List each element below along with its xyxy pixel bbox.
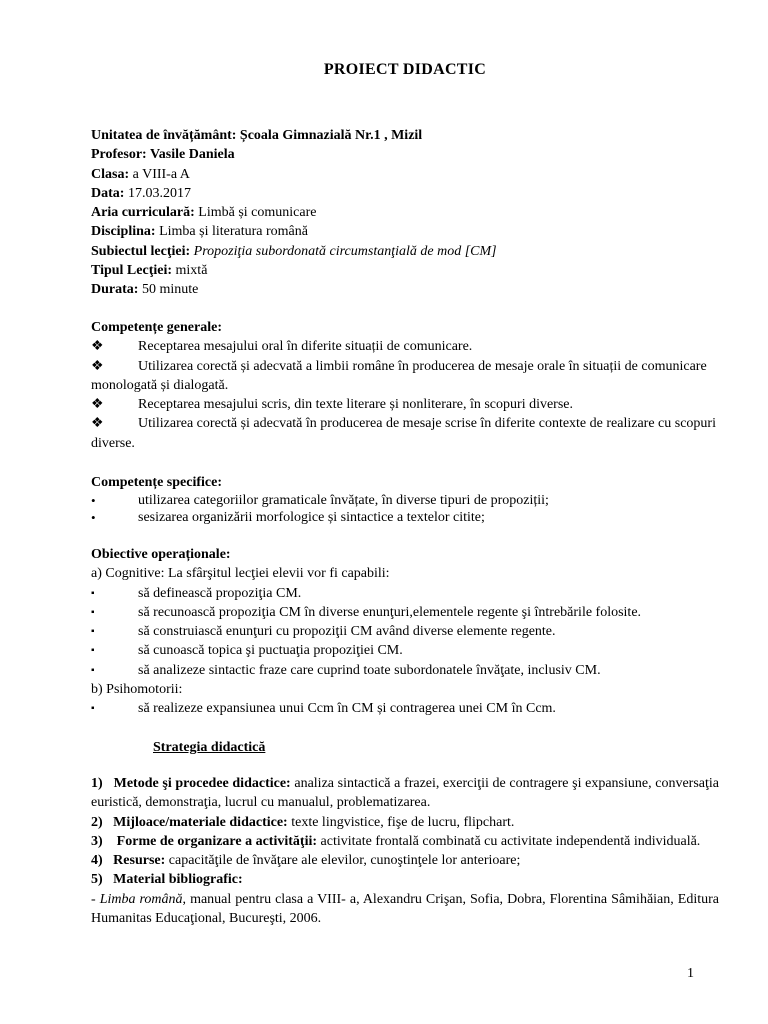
list-item: [91, 509, 719, 526]
square-bullet-icon: ▪: [91, 626, 95, 638]
strategy-text: activitate frontală combinată cu activitate independentă individuală.: [317, 833, 701, 849]
square-bullet-icon: ▪: [91, 703, 95, 715]
info-line-type: [91, 261, 719, 280]
bibliography-title: Limba română: [99, 891, 183, 907]
psychomotor-label: b) Psihomotorii:: [91, 682, 183, 698]
strategy-text: texte lingvistice, fişe de lucru, flipchart.: [287, 814, 515, 830]
info-label: Unitatea de învățământ: Școala Gimnazială Nr.1 , Mizil: [91, 128, 423, 143]
list-item-text: Utilizarea corectă și adecvată a limbii române în producerea de mesaje orale în situații de comunicare monologată și dialogată.: [91, 358, 707, 393]
info-label: Aria curriculară:: [91, 205, 195, 221]
dot-bullet-icon: •: [91, 510, 96, 526]
list-item-text: Receptarea mesajului oral în diferite situații de comunicare.: [138, 339, 473, 355]
strategy-label: Metode şi procedee didactice:: [113, 776, 291, 791]
document-title: PROIECT DIDACTIC: [323, 61, 487, 78]
square-bullet-icon: ▪: [91, 587, 95, 599]
strategy-label: Material bibliografic:: [113, 872, 243, 888]
info-value: Limbă și comunicare: [194, 205, 317, 221]
info-line-area: [91, 203, 719, 222]
strategy-item: [91, 813, 719, 832]
info-line-class: [91, 165, 719, 184]
list-item-text: să realizeze expansiunea unui Ccm în CM și contragerea unei CM în Ccm.: [138, 701, 556, 717]
list-item-text: să analizeze sintactic fraze care cuprind toate subordonatele învăţate, inclusiv CM.: [138, 662, 601, 678]
strategy-label: Mijloace/materiale didactice:: [113, 814, 288, 830]
general-competences: [91, 318, 719, 453]
strategy-item: [91, 851, 719, 870]
list-item-text: să construiască enunţuri cu propoziţii CM având diverse elemente regente.: [138, 624, 556, 640]
info-label: Profesor: Vasile Daniela: [91, 147, 235, 163]
list-item-text: Utilizarea corectă și adecvată în producerea de mesaje scrise în diferite contexte de realizare cu scopuri diverse.: [91, 416, 716, 451]
strategy-num: 5): [91, 872, 103, 888]
strategy-text: analiza sintactică a frazei, exerciţii de contragere şi expansiune, conversaţia euristică, demonstraţia, lucrul cu manualul, problematizarea.: [91, 776, 719, 811]
info-line-date: [91, 184, 719, 203]
diamond-bullet-icon: ❖: [91, 339, 104, 355]
page-number: 1: [687, 966, 694, 981]
strategy-num: 3): [91, 833, 103, 849]
strategy-heading: Strategia didactică: [153, 740, 266, 755]
square-bullet-icon: ▪: [91, 664, 95, 676]
strategy-num: 2): [91, 814, 103, 830]
lesson-info: [91, 126, 719, 300]
strategy-num: 4): [91, 853, 103, 869]
info-label: Clasa:: [91, 166, 130, 182]
list-item: [91, 622, 719, 641]
list-item-text: să recunoască propoziţia CM în diverse enunţuri,elementele regente şi întrebările folosite.: [138, 604, 642, 620]
strategy-text: capacităţile de învăţare ale elevilor, cunoştinţele lor anterioare;: [165, 853, 521, 869]
list-item: [91, 357, 719, 396]
cognitive-label: a) Cognitive: La sfârşitul lecţiei elevii vor fi capabili:: [91, 566, 390, 582]
list-item: [91, 492, 719, 509]
strategy-item: [91, 870, 719, 889]
list-item: [91, 641, 719, 660]
info-label: Data:: [91, 185, 125, 201]
square-bullet-icon: ▪: [91, 645, 95, 657]
square-bullet-icon: ▪: [91, 606, 95, 618]
info-line-school: [91, 126, 719, 145]
strategy-label: Resurse:: [113, 853, 166, 869]
info-label: Disciplina:: [91, 224, 156, 240]
section-heading: Obiective operaționale:: [91, 547, 231, 562]
info-label: Tipul Lecţiei:: [91, 263, 173, 279]
info-line-duration: [91, 280, 719, 299]
info-value: a VIII-a A: [129, 166, 190, 182]
specific-competences: [91, 473, 719, 526]
info-value: mixtă: [172, 263, 208, 279]
section-heading: Competențe specifice:: [91, 475, 223, 490]
info-line-subject: [91, 242, 719, 261]
strategy-item: [91, 832, 719, 851]
strategy-num: 1): [91, 776, 103, 791]
diamond-bullet-icon: ❖: [91, 416, 104, 432]
list-item: [91, 603, 719, 622]
info-value: 50 minute: [138, 282, 199, 298]
diamond-bullet-icon: ❖: [91, 358, 104, 374]
bibliography-dash: -: [91, 891, 100, 907]
strategy-list: [91, 774, 719, 928]
strategy-label: Forme de organizare a activităţii:: [116, 833, 318, 849]
list-item: [91, 699, 719, 718]
dot-bullet-icon: •: [91, 493, 96, 509]
info-value: Limba și literatura română: [155, 224, 308, 240]
list-item-text: utilizarea categoriilor gramaticale învățate, în diverse tipuri de propoziții;: [138, 493, 549, 509]
operational-objectives: [91, 545, 719, 719]
list-item: [91, 414, 719, 453]
strategy-item: [91, 774, 719, 813]
list-item: [91, 337, 719, 356]
list-item-text: sesizarea organizării morfologice și sintactice a textelor citite;: [138, 510, 485, 526]
info-line-teacher: [91, 145, 719, 164]
list-item: [91, 661, 719, 680]
info-label: Subiectul lecţiei:: [91, 243, 191, 259]
info-label: Durata:: [91, 282, 139, 298]
list-item-text: Receptarea mesajului scris, din texte literare și nonliterare, în scopuri diverse.: [138, 397, 574, 413]
diamond-bullet-icon: ❖: [91, 397, 104, 413]
bibliography-entry: [91, 890, 719, 929]
list-item: [91, 584, 719, 603]
list-item-text: să cunoască topica şi puctuaţia propoziţiei CM.: [138, 643, 403, 659]
info-line-discipline: [91, 222, 719, 241]
section-heading: Competențe generale:: [91, 320, 223, 335]
info-value: Propoziţia subordonată circumstanţială de mod [CM]: [190, 243, 497, 259]
bibliography-rest: , manual pentru clasa a VIII- a, Alexandru Crişan, Sofia, Dobra, Florentina Sâmihăian, Editura Humanitas Educaţional, Bucureşti, 2006.: [91, 891, 719, 927]
list-item: [91, 395, 719, 414]
info-value: 17.03.2017: [124, 185, 191, 201]
list-item-text: să definească propoziţia CM.: [138, 585, 302, 601]
